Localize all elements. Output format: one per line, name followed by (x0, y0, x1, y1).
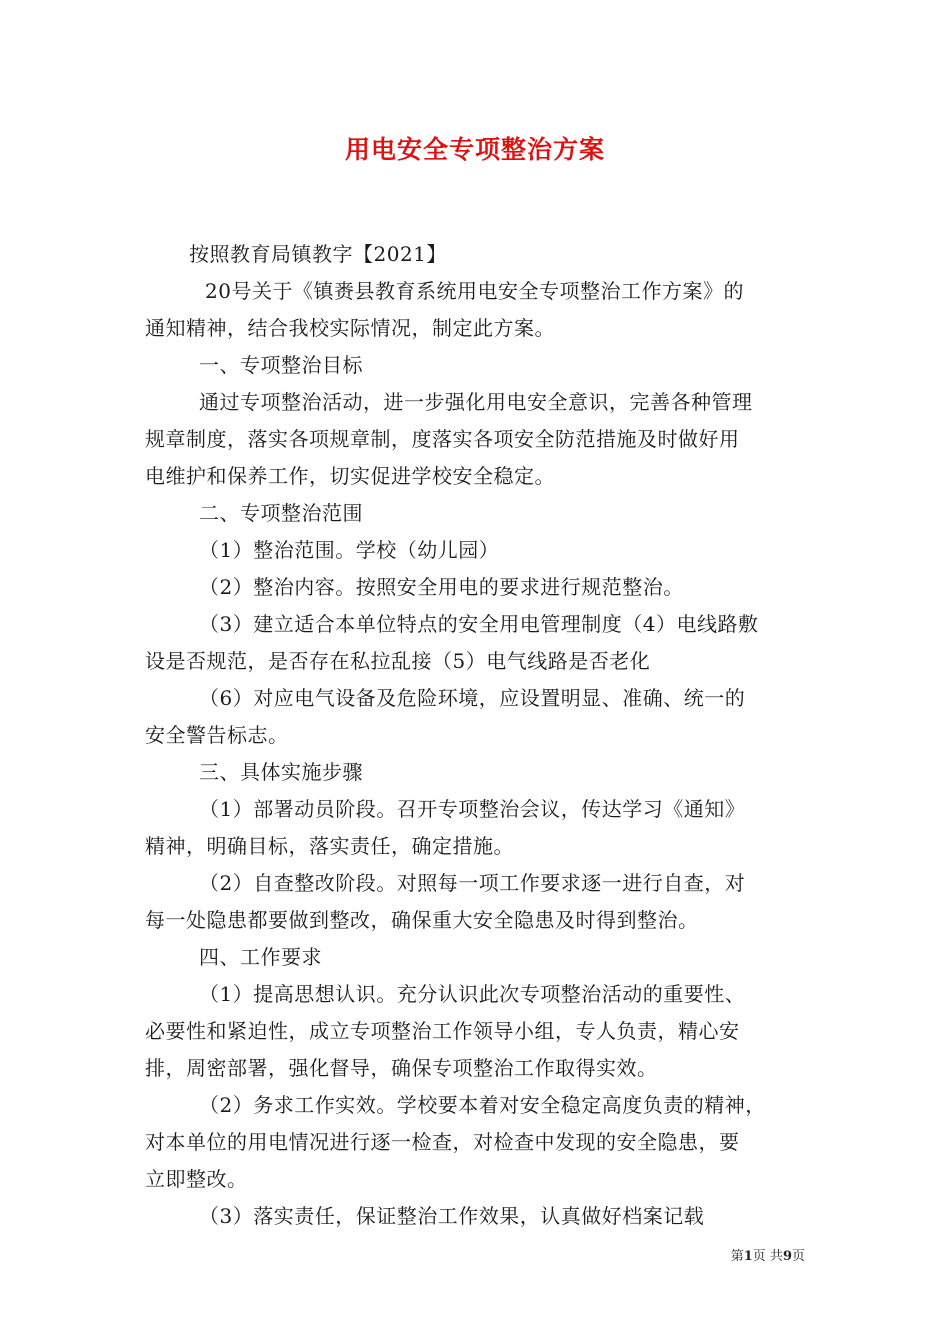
paragraph-line: 规章制度，落实各项规章制，度落实各项安全防范措施及时做好用 (145, 427, 740, 451)
paragraph-line: （1）整治范围。学校（幼儿园） (199, 538, 500, 562)
paragraph-line: 安全警告标志。 (145, 723, 289, 747)
paragraph-line: 设是否规范，是否存在私拉乱接（5）电气线路是否老化 (145, 649, 651, 673)
paragraph-line: （6）对应电气设备及危险环境，应设置明显、准确、统一的 (199, 686, 746, 710)
paragraph-line: （3）落实责任，保证整治工作效果，认真做好档案记载 (199, 1204, 705, 1228)
paragraph-line: 对本单位的用电情况进行逐一检查，对检查中发现的安全隐患，要 (145, 1130, 740, 1154)
section-heading: 二、专项整治范围 (199, 501, 363, 525)
paragraph-line: （2）整治内容。按照安全用电的要求进行规范整治。 (199, 575, 684, 599)
paragraph-line: （1）提高思想认识。充分认识此次专项整治活动的重要性、 (199, 982, 746, 1006)
paragraph-line: 通知精神，结合我校实际情况，制定此方案。 (145, 316, 555, 340)
section-heading: 四、工作要求 (199, 945, 322, 969)
paragraph-line: （3）建立适合本单位特点的安全用电管理制度（4）电线路敷 (199, 612, 759, 636)
section-heading: 三、具体实施步骤 (199, 760, 363, 784)
section-heading: 一、专项整治目标 (199, 353, 363, 377)
paragraph-line: 排，周密部署，强化督导，确保专项整治工作取得实效。 (145, 1056, 658, 1080)
footer-suffix: 页 (791, 1249, 805, 1264)
paragraph-line: （1）部署动员阶段。召开专项整治会议，传达学习《通知》 (199, 797, 746, 821)
total-page-count: 9 (782, 1249, 792, 1264)
paragraph-line: 电维护和保养工作，切实促进学校安全稳定。 (145, 464, 555, 488)
document-body (145, 236, 810, 1235)
page-number-footer (731, 1245, 805, 1264)
current-page-number: 1 (743, 1249, 753, 1264)
paragraph-line: 必要性和紧迫性，成立专项整治工作领导小组，专人负责，精心安 (145, 1019, 740, 1043)
paragraph-line: 按照教育局镇教字【2021】 (189, 242, 447, 266)
paragraph-line: （2）务求工作实效。学校要本着对安全稳定高度负责的精神， (199, 1093, 766, 1117)
paragraph-line: 立即整改。 (145, 1167, 248, 1191)
footer-prefix: 第 (730, 1249, 744, 1264)
document-title: 用电安全专项整治方案 (344, 135, 605, 164)
paragraph-line: （2）自查整改阶段。对照每一项工作要求逐一进行自查，对 (199, 871, 746, 895)
paragraph-line: 20号关于《镇赉县教育系统用电安全专项整治工作方案》的 (205, 279, 744, 303)
paragraph-line: 通过专项整治活动，进一步强化用电安全意识，完善各种管理 (199, 390, 753, 414)
paragraph-line: 精神，明确目标，落实责任，确定措施。 (145, 834, 514, 858)
footer-middle: 页 共 (752, 1249, 783, 1264)
paragraph-line: 每一处隐患都要做到整改，确保重大安全隐患及时得到整治。 (145, 908, 699, 932)
